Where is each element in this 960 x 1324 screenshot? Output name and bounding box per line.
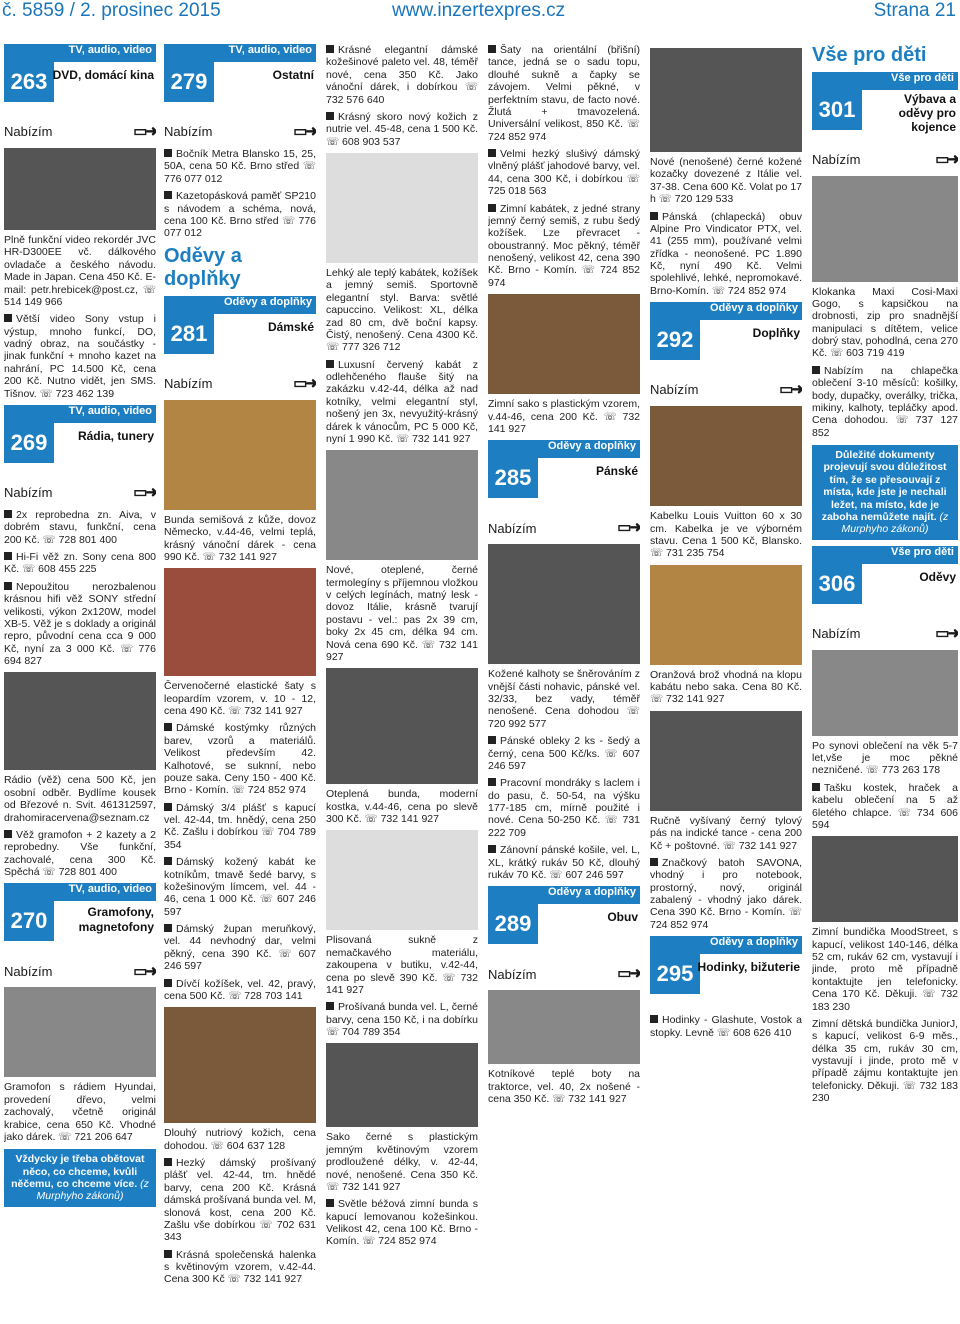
- nabizim-label: Nabízím ▭➜: [650, 381, 802, 399]
- ad: Kazetopásková paměť SP210 s návodem a schéma, nová, cena 100 Kč. Brno střed ☏ 776 077 012: [164, 190, 316, 240]
- section-281: [164, 296, 316, 368]
- ad: Rádio (věž) cena 500 Kč, jen osobní odběr. Bydlíme kousek od Březové n. Svit. 461312597, drahomiracervena@seznam.cz: [4, 774, 156, 824]
- ad: Kotníkové teplé boty na traktorce, vel. 40, 2x nošené - cena 350 Kč. ☏ 732 141 927: [488, 1068, 640, 1105]
- nabizim-label: Nabízím ▭➜: [4, 484, 156, 502]
- section-bar: Oděvy a doplňky: [164, 296, 316, 314]
- ad: Zimní kabátek, z jedné strany jemný černý semiš, z rubu šedý kožíšek. Lze převracet - oboustranný. Moc pěkný, téměř nenošený, velikost 42, cena 390 Kč. Brno - Komín. ☏ 724 852 974: [488, 202, 640, 289]
- section-bar: Oděvy a doplňky: [488, 886, 640, 904]
- section-bar: TV, audio, video: [4, 883, 156, 901]
- nabizim-label: Nabízím ▭➜: [164, 123, 316, 141]
- ad: Věž gramofon + 2 kazety a 2 reprobedny. Vše funkční, zachovalé, cena 300 Kč. Spěchá ☏ 728 801 400: [4, 828, 156, 878]
- section-285: [488, 440, 640, 512]
- ad: Hezký dámský prošívaný plášť vel. 42-44, tm. hnědé barvy, cena 200 Kč. Krásná dámská prošívaná bunda vel. M, slonová kost, cena 200 Kč. Zašlu vše dobírkou ☏ 702 631 343: [164, 1157, 316, 1244]
- ad: Nové (nenošené) černé kožené kozačky dovezené z Itálie vel. 37-38. Cena 600 Kč. Volat po 17 h ☏ 720 129 533: [650, 156, 802, 206]
- section-289: [488, 886, 640, 958]
- category-heading: Vše pro děti: [812, 44, 927, 66]
- ad: Krásné elegantní dámské kožešinové paleto vel. 48, téměř nové, cena 350 Kč. Jako vánoční dárek, i dobírkou ☏ 732 576 640: [326, 44, 478, 106]
- photo-suede-jacket: [164, 400, 316, 510]
- ad: Sako černé s plastickým jemným květinovým vzorem prodloužené délky, v. 42-44, nové, nenošené. Cena 350 Kč. ☏ 732 141 927: [326, 1131, 478, 1193]
- arrow-icon: ▭➜: [133, 484, 156, 502]
- photo-kids-jacket: [812, 836, 958, 922]
- ad: Kabelku Louis Vuitton 60 x 30 cm. Kabelka je ve výborném stavu. Cena 1 500 Kč, Blansko. ☏ 731 235 754: [650, 510, 802, 560]
- nabizim-label: Nabízím ▭➜: [488, 965, 640, 983]
- ad: 2x reprobedna zn. Aiva, v dobrém stavu, funkční, cena 200 Kč. ☏ 728 801 400: [4, 508, 156, 546]
- ad: Po synovi oblečení na věk 5-7 let,vše je moc pěkné nezničené. ☏ 773 263 178: [812, 739, 958, 777]
- section-bar: TV, audio, video: [4, 44, 156, 62]
- photo-winter-jacket: [488, 294, 640, 394]
- nabizim-label: Nabízím ▭➜: [488, 519, 640, 537]
- nabizim-label: Nabízím ▭➜: [812, 624, 958, 642]
- section-category: Ostatní: [272, 68, 314, 82]
- section-number: 295: [650, 954, 700, 994]
- issue-number: č. 5859 / 2. prosinec 2015: [2, 0, 221, 21]
- page-header: [0, 0, 960, 40]
- ad: Oranžová brož vhodná na klopu kabátu nebo saka. Cena 80 Kč. ☏ 732 141 927: [650, 668, 802, 706]
- photo-video-recorder: [4, 148, 156, 230]
- section-number: 269: [4, 423, 54, 463]
- ad: Velmi hezký slušivý dámský vlněný plášť jahodové barvy, vel. 44, cena 300 Kč, i dobírkou ☏ 725 018 563: [488, 148, 640, 198]
- arrow-icon: ▭➜: [617, 965, 640, 983]
- photo-boots-black: [650, 48, 802, 152]
- nabizim-label: Nabízím ▭➜: [4, 123, 156, 141]
- ad: Zánovní pánské košile, vel. L, XL, krátký rukáv 50 Kč, dlouhý rukáv 70 Kč. ☏ 607 246 597: [488, 844, 640, 881]
- section-category: Dámské: [267, 319, 314, 334]
- section-bar: Oděvy a doplňky: [650, 302, 802, 320]
- ad: Plisovaná sukně z nemačkavého materiálu, zakoupena v butiku, v.42-44, cena po slevě 390 Kč. ☏ 732 141 927: [326, 934, 478, 996]
- section-279: [164, 44, 316, 116]
- ad: Červenočerné elastické šaty s leopardím vzorem, v. 10 - 12, cena 490 Kč. ☏ 732 141 927: [164, 680, 316, 718]
- ad: Značkový batoh SAVONA, vhodný i pro notebook, prostorný, nový, originál zabalený - vhodný jako dárek. Cena 390 Kč. Brno - Komín. ☏ 724 852 974: [650, 856, 802, 931]
- section-bar: Vše pro děti: [812, 546, 958, 564]
- ad: Dámský kožený kabát ke kotníkům, tmavě šedé barvy, s kožešinovým límcem, vel. 44 - 46, cena 1 000 Kč. ☏ 607 246 597: [164, 856, 316, 918]
- nabizim-label: Nabízím ▭➜: [812, 150, 958, 168]
- ad: Bunda semišová z kůže, dovoz Německo, v.44-46, velmi teplá, krásný vánoční dárek - cena 990 Kč. ☏ 732 141 927: [164, 513, 316, 563]
- section-category: Pánské: [595, 464, 638, 479]
- arrow-icon: ▭➜: [293, 374, 316, 392]
- column-3: [326, 44, 478, 1320]
- column-1: [4, 44, 156, 1320]
- section-category: Hodinky, bižuterie: [697, 960, 800, 975]
- ad: Dámské kostýmky různých barev, vzorů a materiálů. Velikost především 42. Kalhotové, se suknní, nebo pouze saka. Ceny 150 - 400 Kč. Brno - Komín. ☏ 724 852 974: [164, 722, 316, 797]
- column-5: [650, 44, 802, 1320]
- photo-boots: [488, 990, 640, 1064]
- category-heading: Oděvy a doplňky: [164, 244, 242, 291]
- ad: Nové, oteplené, černé termolegíny s příjemnou vložkou v celých legínách, matný lesk - dovoz Itálie, krásně tvarují postavu - vel.: pas 2x 39 cm, boky 2x 45 cm, délka 94 cm. Nová cena 690 Kč. ☏ 732 141 927: [326, 564, 478, 663]
- section-number: 301: [812, 90, 862, 130]
- section-category: Obuv: [607, 910, 638, 925]
- arrow-icon: ▭➜: [779, 381, 802, 399]
- ad: Světle béžová zimní bunda s kapucí lemovanou kožešinkou. Velikost 42, cena 100 Kč. Brno - Komín. ☏ 724 852 974: [326, 1198, 478, 1248]
- ad: Dlouhý nutriový kožich, cena dohodou. ☏ 604 637 128: [164, 1127, 316, 1152]
- section-number: 292: [650, 320, 700, 360]
- ad: Dámský 3/4 plášť s kapucí vel. 42-44, tm. hnědý, cena 250 Kč. Zašlu i dobírkou ☏ 704 789 354: [164, 801, 316, 851]
- photo-belt: [650, 711, 802, 811]
- section-292: [650, 302, 802, 374]
- arrow-icon: ▭➜: [293, 123, 316, 141]
- ad: Pánská (chlapecká) obuv Alpine Pro Vindicator PTX, vel. 41 (255 mm), používané velmi zřídka - neonošené. PC 1.890 Kč, nyní 490 Kč. Velmi spolehlivé, lehké, nepromokavé. Brno-Komín. ☏ 724 852 974: [650, 210, 802, 297]
- arrow-icon: ▭➜: [617, 519, 640, 537]
- nabizim-label: Nabízím ▭➜: [4, 962, 156, 980]
- column-6: [812, 44, 958, 1320]
- ad: Ručně vyšívaný černý tylový pás na indické tance - cena 200 Kč + poštovné. ☏ 732 141 927: [650, 814, 802, 852]
- arrow-icon: ▭➜: [935, 150, 958, 168]
- ad: Bočník Metra Blansko 15, 25, 50A, cena 50 Kč. Brno střed ☏ 776 077 012: [164, 148, 316, 185]
- section-306: [812, 546, 958, 618]
- photo-light-coat: [326, 153, 478, 263]
- photo-handbag: [650, 406, 802, 506]
- ad: Krásný skoro nový kožich z nutrie vel. 45-48, cena 1 500 Kč. ☏ 608 903 537: [326, 110, 478, 148]
- section-number: 289: [488, 904, 538, 944]
- section-bar: TV, audio, video: [164, 44, 316, 62]
- photo-fur-coat: [164, 1007, 316, 1123]
- website[interactable]: www.inzertexpres.cz: [392, 0, 566, 21]
- ad: Tašku kostek, hraček a kabelu oblečení na 5 až 6letého chlapce. ☏ 734 606 594: [812, 781, 958, 831]
- ad: Zimní bundička MoodStreet, s kapucí, velikost 140-146, délka 52 cm, rukáv 62 cm, vystavují i jinde, proto mě případně kontaktujte jen telefonicky. Cena 170 Kč. Děkuji. ☏ 732 183 230: [812, 926, 958, 1013]
- section-bar: Oděvy a doplňky: [488, 440, 640, 458]
- photo-kids-clothes: [812, 650, 958, 736]
- quote-box: Vždycky je třeba obětovat něco, co chceme, kvůli něčemu, co chceme více. (z Murphyho zákonů): [4, 1149, 156, 1207]
- ad: Hi-Fi věž zn. Sony cena 800 Kč. ☏ 608 455 225: [4, 551, 156, 576]
- ad: Lehký ale teplý kabátek, kožíšek a jemný semiš. Sportovně elegantní styl. Barva: světlé capuccino. Velikost: XL, délka zad 80 cm, dvě boční kapsy. Čistý, nenošený. Cena 4300 Kč. ☏ 777 326 712: [326, 267, 478, 354]
- ad: Nabízím na chlapečka oblečení 3-10 měsíců: košilky, body, dupačky, overálky, trička, mikiny, kalhoty, tepláčky apod. Cena dohodou. ☏ 737 127 852: [812, 364, 958, 439]
- column-4: [488, 44, 640, 1320]
- quote-box: Důležité dokumenty projevují svou důležitost tím, že se přesouvají z místa, kde jste je nechali ležet, na místo, kde je zaboha nemůžete najít. (z Murphyho zákonů): [812, 445, 958, 540]
- section-category: DVD, domácí kina: [52, 68, 154, 82]
- ad: Krásná společenská halenka s květinovým vzorem, v.42-44. Cena 300 Kč ☏ 732 141 927: [164, 1248, 316, 1286]
- ad: Dámský župan meruňkový, vel. 44 nevhodný dar, velmi pěkný, cena 390 Kč. ☏ 607 246 597: [164, 923, 316, 973]
- section-263: [4, 44, 156, 116]
- section-category: Oděvy: [919, 569, 956, 584]
- photo-quilted-jacket: [326, 668, 478, 784]
- ad: Luxusní červený kabát z odlehčeného flauše šitý na zakázku v.42-44, délka až nad kotníky, velmi elegantní styl, nošený jen 3x, nevyužitý-krásný dárek k vánocům, PC 5 000 Kč, nyní 1 990 Kč. ☏ 732 141 927: [326, 358, 478, 445]
- section-269: [4, 405, 156, 477]
- arrow-icon: ▭➜: [935, 624, 958, 642]
- section-number: 263: [4, 62, 54, 102]
- section-number: 279: [164, 62, 214, 102]
- photo-baby-carrier: [812, 176, 958, 282]
- section-category: Rádia, tunery: [77, 428, 154, 443]
- photo-leggings: [326, 450, 478, 560]
- photo-brooch: [650, 565, 802, 665]
- ad: Pracovní mondráky s laclem i do pasu, č. 50-54, na výšku 177-185 cm, mírně použité i nové. Cena 50-250 Kč. ☏ 731 222 709: [488, 777, 640, 839]
- ad: Pánské obleky 2 ks - šedý a černý, cena 500 Kč/ks. ☏ 607 246 597: [488, 735, 640, 772]
- section-295: [650, 936, 802, 1008]
- arrow-icon: ▭➜: [133, 123, 156, 141]
- section-270: [4, 883, 156, 955]
- section-number: 281: [164, 314, 214, 354]
- ad: Zimní sako s plastickým vzorem, v.44-46, cena 200 Kč. ☏ 732 141 927: [488, 398, 640, 435]
- section-category: Výbava a oděvy pro kojence: [898, 91, 956, 134]
- section-number: 306: [812, 564, 862, 604]
- ad: Oteplená bunda, moderní kostka, v.44-46, cena po slevě 300 Kč. ☏ 732 141 927: [326, 788, 478, 825]
- ad: Zimní dětská bundička JuniorJ, s kapucí, velikost 6-9 měs., délka 35 cm, rukáv 30 cm, vystavují i jinde, proto mě v případě zájmu kontaktujte jen telefonicky. Děkuji. ☏ 732 183 230: [812, 1017, 958, 1105]
- column-2: [164, 44, 316, 1320]
- arrow-icon: ▭➜: [133, 962, 156, 980]
- ad: Nepoužitou nerozbalenou krásnou hifi věž SONY střední velikosti, výkon 2x120W, model XB-5. Věž je s doklady a originál repro, původní cena cca 9 000 Kč, nyní za 3 000 Kč. ☏ 776 694 827: [4, 580, 156, 667]
- ad: Kožené kalhoty se šněrováním z vnější části nohavic, pánské vel. 32/33, bez vady, téměř nenošené. Cena dohodou ☏ 720 992 577: [488, 668, 640, 730]
- section-bar: Vše pro děti: [812, 72, 958, 90]
- ad: Dívčí kožíšek, vel. 42, pravý, cena 500 Kč. ☏ 728 703 141: [164, 977, 316, 1002]
- section-category: Doplňky: [752, 326, 800, 341]
- photo-black-jacket: [326, 1043, 478, 1127]
- ad: Gramofon s rádiem Hyundai, provedení dřevo, velmi zachovalý, včetně originál krabice, cena 650 Kč. Vhodné jako dárek. ☏ 721 206 647: [4, 1081, 156, 1143]
- photo-leopard-dress: [164, 568, 316, 676]
- section-301: [812, 72, 958, 144]
- photo-pleated-skirt: [326, 830, 478, 930]
- ad: Plně funkční video rekordér JVC HR-D300EE vč. dálkového ovladače a českého návodu. Made in Japan. Cena 450 Kč. E-mail: petr.hrebicek@post.cz, ☏ 514 149 966: [4, 234, 156, 308]
- ad: Hodinky - Glashute, Vostok a stopky. Levně ☏ 608 626 410: [650, 1014, 802, 1039]
- section-number: 270: [4, 901, 54, 941]
- ad: Klokanka Maxi Cosi-Maxi Gogo, s kapsičkou na drobnosti, zip pro snadnější manipulaci s dítětem, velice dobrý stav, pohodlná, cena 270 Kč. ☏ 603 719 419: [812, 285, 958, 360]
- photo-leather-pants: [488, 544, 640, 664]
- photo-turntable: [4, 987, 156, 1077]
- section-bar: TV, audio, video: [4, 405, 156, 423]
- ad: Šaty na orientální (břišní) tance, jedná se o sadu topu, dlouhé sukně a čapky se závojem. Velmi pěkné, v perfektním stavu, de facto nové. Žlutá + tmavozelená. Universální velikost, 850 Kč. ☏ 724 852 974: [488, 44, 640, 143]
- section-category: Gramofony, magnetofony: [78, 905, 154, 934]
- page-number: Strana 21: [873, 0, 956, 21]
- photo-hifi-tower: [4, 672, 156, 770]
- ad: Větší video Sony vstup i výstup, mnoho funkcí, DO, vadný obraz, na součástky - jinak funkční + mnoho kazet na nahrání, PC 14.500 Kč, cena 200 Kč. Nutno vidět, jen SMS. Tišnov. ☏ 723 462 139: [4, 313, 156, 400]
- section-number: 285: [488, 458, 538, 498]
- ad: Prošívaná bunda vel. L, černé barvy, cena 150 Kč, i na dobírku ☏ 704 789 354: [326, 1001, 478, 1038]
- section-bar: Oděvy a doplňky: [650, 936, 802, 954]
- nabizim-label: Nabízím ▭➜: [164, 374, 316, 392]
